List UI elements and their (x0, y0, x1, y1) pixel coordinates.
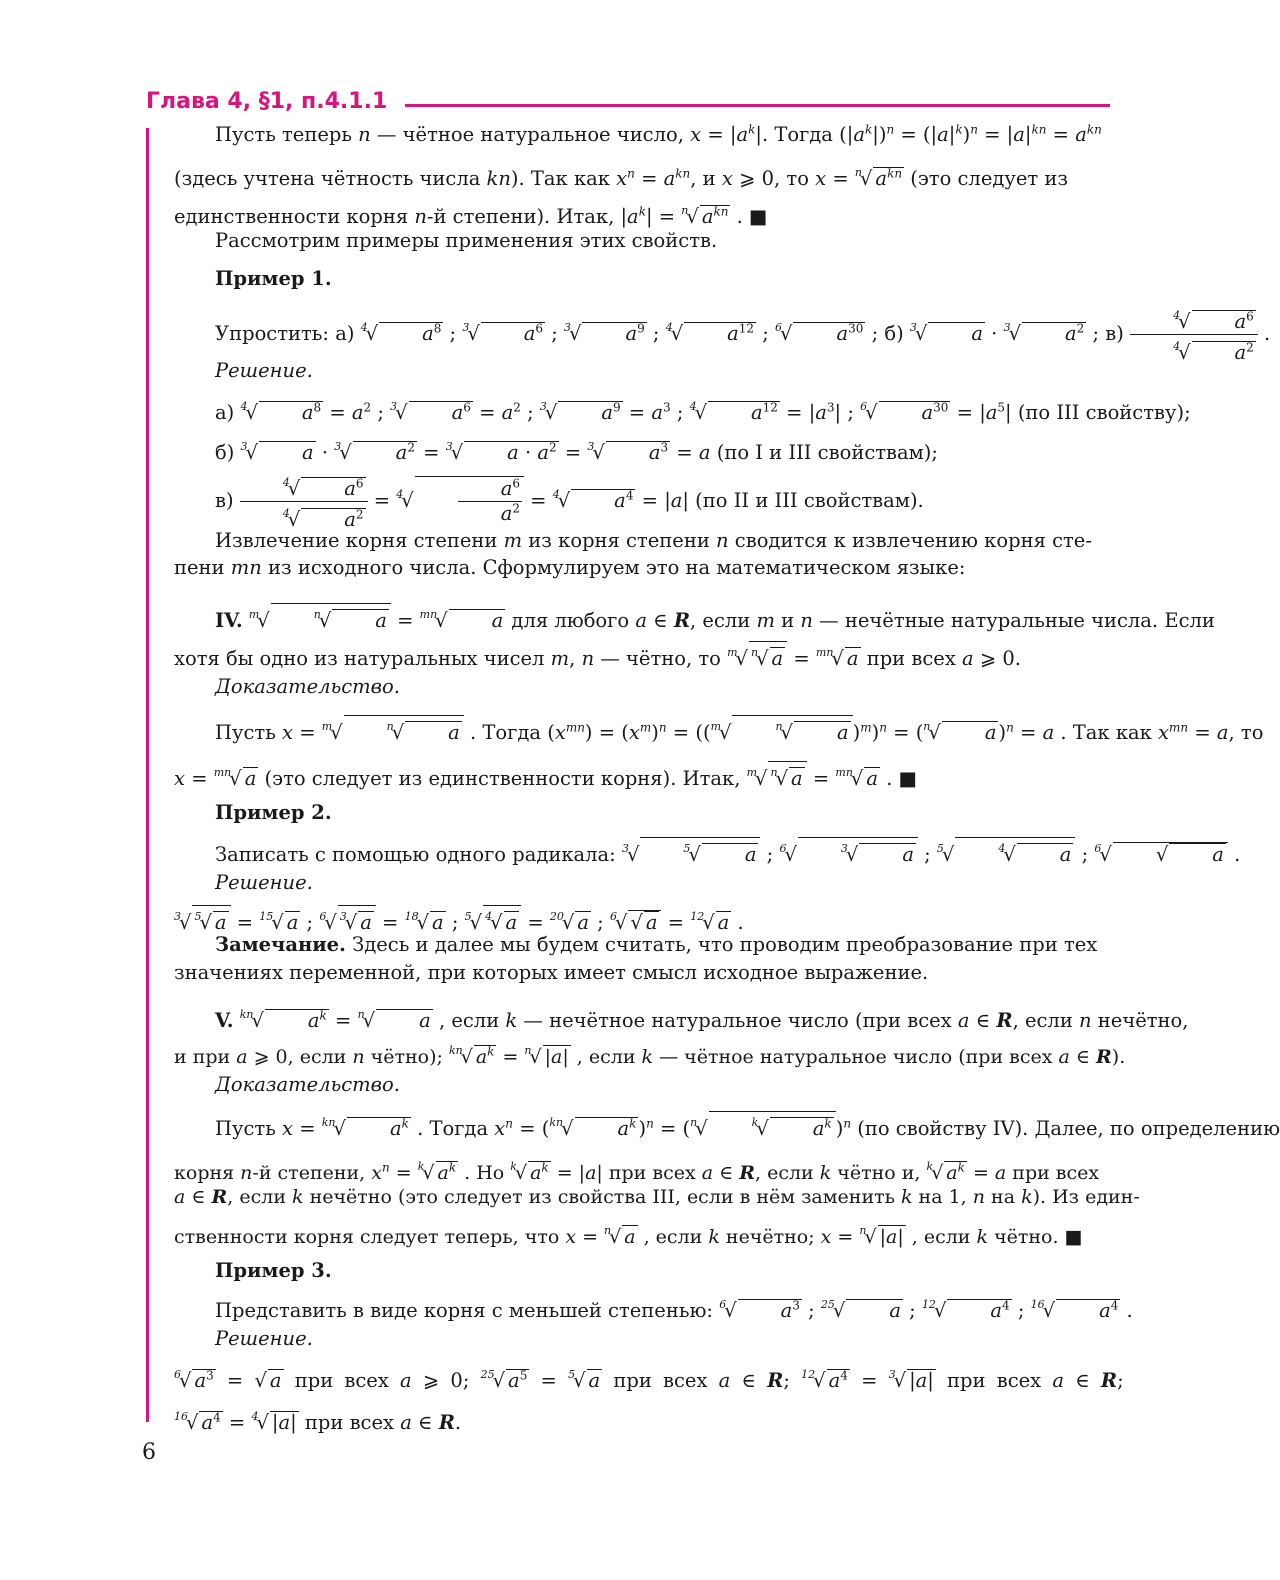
text-line: Упростить: а) $^4$√ $a^8$ ; $^3$√ $a^6$ ; $^3$√ $a^9$ ; $^4$√ $a^{12}$ ; $^6$√ $a^{30}$ ; б) $^3$√ a · $^3$√ $a^2$ ; в) $\frac{^4√ a^6}{^4√ a^2}$ . (174, 300, 1110, 365)
text-line: $^{16}$√ $a^4 = ^4√$ |a| при всех a ∈ R. (174, 1410, 462, 1434)
text-line: $^6$√ $a^3$ = √ a при всех a ⩾ 0; $^{25}$√ $a^5 = ^5√$ a при всех a ∈ R; $^{12}$√ $a^4 = ^3√$ |a| при всех a ∈ R; (174, 1368, 1124, 1392)
proof-label: Доказательство. (215, 1073, 400, 1096)
text-line: и при a ⩾ 0, если n чётно); $^{kn}$√ $a^k = ^n√$ |a| , если k — чётное натуральное число (при всех a ∈ R). (174, 1044, 1126, 1068)
example-heading: Пример 1. (215, 267, 332, 290)
text-line: Пусть x = $^{kn}$√ $a^k$ . Тогда $x^n = (^{kn}√$ $a^k$ )$^n$ = ($^n$√ $^k$√ $a^k$ )$^n$ (по свойству IV). Далее, по определению (174, 1104, 1110, 1148)
text-line: пени mn из исходного числа. Сформулируем это на математическом языке: (174, 556, 966, 579)
text-line: Извлечение корня степени m из корня степени n сводится к извлечению корня сте- (215, 529, 1092, 552)
text-line: Представить в виде корня с меньшей степенью: $^6$√ $a^3$ ; $^{25}$√ a ; $^{12}$√ $a^4$ ; $^{16}$√ $a^4$ . (215, 1298, 1133, 1322)
chapter-header (146, 86, 1110, 116)
text-line: в) $\frac{^4√ a^6}{^4√ a^2}$ = $^4$√ $\frac{a^6}{a^2}$ = $^4$√ $a^4 = |a|$ (по II и III свойствам). (174, 462, 1110, 534)
text-line: корня n-й степени, $x^n = ^k√$ $a^k$ . Но $^k$√ $a^k = |a|$ при всех a ∈ R, если k чётно и, $^k$√ $a^k = a$ при всех (174, 1160, 1100, 1184)
solution-label: Решение. (215, 1327, 313, 1350)
chapter-title: Глава 4, §1, п.4.1.1 (146, 88, 388, 114)
property-iv: IV. $^m$√ $^n$√ a = $^{mn}$√ a для любого a ∈ R, если m и n — нечётные натуральные числа. Если (174, 596, 1110, 640)
example-heading: Пример 3. (215, 1259, 332, 1282)
text-line: Пусть теперь n — чётное натуральное число, $x = |a^k|$. Тогда $(|a^k|)^n = (|a|^k)^n = |a|^{kn} = a^{kn}$ (215, 122, 1102, 146)
text-line: единственности корня n-й степени). Итак, $|a^k| = ^n√$ $a^{kn}$ . ■ (174, 204, 768, 228)
text-line: значениях переменной, при которых имеет смысл исходное выражение. (174, 961, 929, 984)
page-number: 6 (142, 1440, 156, 1465)
text-line: Пусть x = $^m$√ $^n$√ a . Тогда $(x^{mn}) = (x^m)^n = ((^m√$ $^n$√ a )$^m$)$^n$ = ($^n$√ a )$^n$ = a . Так как $x^{mn} = a$, то (174, 708, 1110, 752)
text-line: $^3$√ $^5$√ a = $^{15}$√ a ; $^6$√ $^3$√ a = $^{18}$√ a ; $^5$√ $^4$√ a = $^{20}$√ a ; $^6$√ √ a = $^{12}$√ a . (174, 898, 1110, 942)
text-line: (здесь учтена чётность числа kn). Так как $x^n = a^{kn}$, и x ⩾ 0, то x = $^n$√ $a^{kn}$ (это следует из (174, 166, 1069, 190)
proof-label: Доказательство. (215, 675, 400, 698)
solution-label: Решение. (215, 359, 313, 382)
solution-label: Решение. (215, 871, 313, 894)
header-rule (405, 104, 1110, 107)
text-line: Рассмотрим примеры применения этих свойств. (215, 229, 718, 252)
text-line: а) $^4$√ $a^8 = a^2$ ; $^3$√ $a^6 = a^2$ ; $^3$√ $a^9 = a^3$ ; $^4$√ $a^{12} = |a^3|$ ; $^6$√ $a^{30} = |a^5|$ (по III свойству); (215, 400, 1191, 424)
margin-bar (146, 128, 149, 1422)
text-line: Записать с помощью одного радикала: $^3$√ $^5$√ a ; $^6$√ $^3$√ a ; $^5$√ $^4$√ a ; $^6$√ √ a . (174, 830, 1110, 874)
text-line: хотя бы одно из натуральных чисел m, n — чётно, то $^m$√ $^n$√ a = $^{mn}$√ a при всех a ⩾ 0. (174, 634, 1110, 678)
text-line: б) $^3$√ a · $^3$√ $a^2 = ^3√$ $a \cdot a^2 = ^3√$ $a^3 = a$ (по I и III свойствам); (215, 440, 938, 464)
text-line: a ∈ R, если k нечётно (это следует из свойства III, если в нём заменить k на 1, n на k). Из един- (174, 1186, 1140, 1208)
property-v: V. $^{kn}$√ $a^k = ^n√$ a , если k — нечётное натуральное число (при всех a ∈ R, если n нечётно, (215, 1008, 1189, 1032)
text-line: x = $^{mn}$√ a (это следует из единственности корня). Итак, $^m$√ $^n$√ a = $^{mn}$√ a . ■ (174, 754, 1110, 798)
remark: Замечание. Здесь и далее мы будем считать, что проводим преобразование при тех (215, 933, 1098, 956)
text-line: ственности корня следует теперь, что x = $^n$√ a , если k нечётно; x = $^n$√ |a| , если k чётно. ■ (174, 1224, 1083, 1248)
example-heading: Пример 2. (215, 801, 332, 824)
